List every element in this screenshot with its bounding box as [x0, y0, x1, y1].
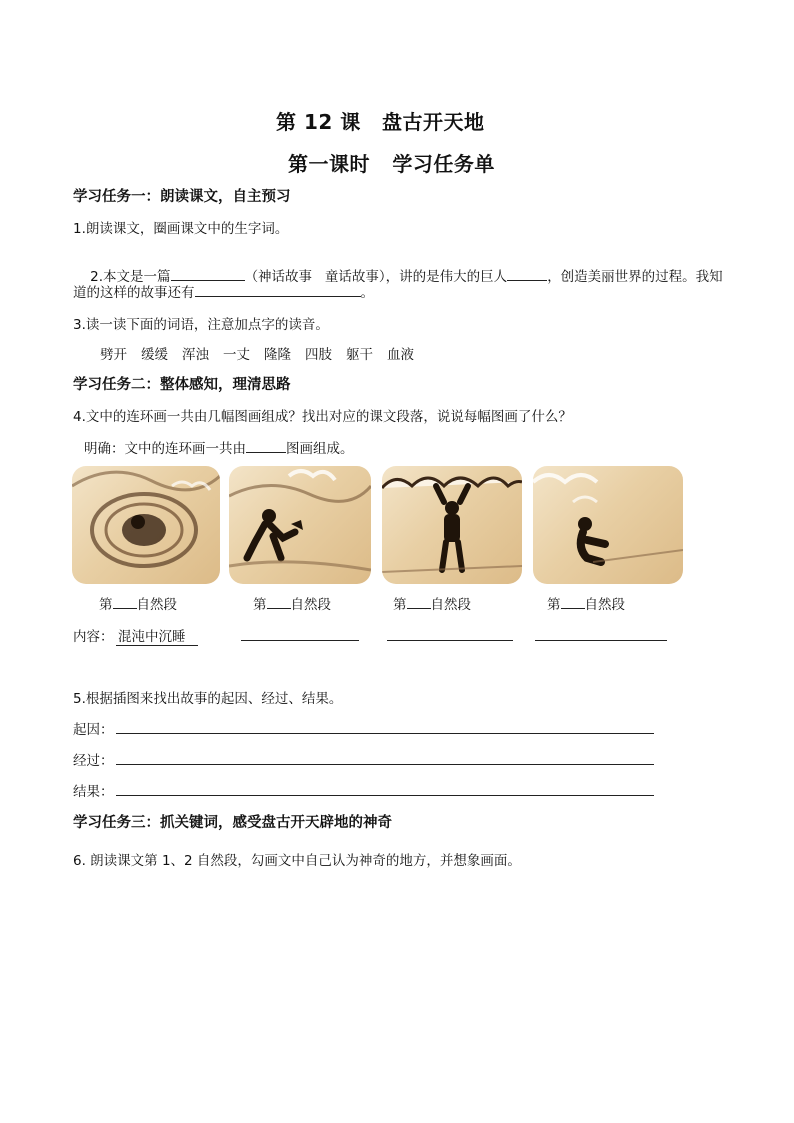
- cause-blank[interactable]: [116, 733, 654, 734]
- pangu-holding-sky-image: [382, 466, 522, 584]
- task2-heading: 学习任务二：整体感知，理清思路: [73, 377, 291, 393]
- paragraph-label-3: [393, 593, 471, 613]
- answer-blank-count[interactable]: [246, 438, 286, 453]
- paragraph-label-1: [99, 593, 177, 613]
- result-blank[interactable]: [116, 795, 654, 796]
- paragraph-blank-2[interactable]: [267, 594, 291, 609]
- q2-text-c: ，创造美丽世界的过程。我知: [547, 269, 723, 285]
- pangu-kneeling-image: [533, 466, 683, 584]
- word-item: 隆隆: [264, 347, 291, 363]
- content-blank-4[interactable]: [535, 640, 667, 641]
- paragraph-blank-3[interactable]: [407, 594, 431, 609]
- process-blank[interactable]: [116, 764, 654, 765]
- label-ziranduan: 自然段: [136, 597, 177, 613]
- q2-text-b: （神话故事 童话故事），讲的是伟大的巨人: [244, 269, 508, 285]
- label-di: 第: [253, 597, 267, 613]
- label-di: 第: [547, 597, 561, 613]
- word-item: 血液: [387, 347, 414, 363]
- paragraph-label-4: [547, 593, 625, 613]
- word-item: 四肢: [305, 347, 332, 363]
- q2-blank-giant[interactable]: [507, 266, 547, 281]
- q2-blank-other-stories[interactable]: [195, 282, 361, 297]
- content-blank-3[interactable]: [387, 640, 513, 641]
- label-ziranduan: 自然段: [430, 597, 471, 613]
- q2-text-e: 。: [360, 285, 374, 301]
- result-label: 结果：: [73, 784, 114, 800]
- word-item: 一丈: [223, 347, 250, 363]
- label-di: 第: [393, 597, 407, 613]
- word-item: 躯干: [346, 347, 373, 363]
- pangu-swinging-axe-image: [229, 466, 371, 584]
- lesson-name: 盘古开天地: [382, 110, 485, 134]
- content-answer-1-text: 混沌中沉睡: [116, 629, 198, 646]
- task3-heading: 学习任务三：抓关键词，感受盘古开天辟地的神奇: [73, 815, 392, 831]
- question-3: 3.读一读下面的词语，注意加点字的读音。: [73, 317, 329, 333]
- paragraph-blank-4[interactable]: [561, 594, 585, 609]
- label-di: 第: [99, 597, 113, 613]
- question-1: 1.朗读课文，圈画课文中的生字词。: [73, 221, 289, 237]
- content-answer-1[interactable]: [116, 625, 198, 645]
- label-ziranduan: 自然段: [290, 597, 331, 613]
- word-item: 缓缓: [141, 347, 168, 363]
- question-4: 4.文中的连环画一共由几幅图画组成？找出对应的课文段落，说说每幅图画了什么？: [73, 409, 572, 425]
- process-label: 经过：: [73, 753, 114, 769]
- word-item: 浑浊: [182, 347, 209, 363]
- word-list: [100, 343, 414, 363]
- q2-text-a: 2.本文是一篇: [90, 269, 171, 285]
- content-label: 内容：: [73, 629, 114, 645]
- cause-label: 起因：: [73, 722, 114, 738]
- paragraph-label-2: [253, 593, 331, 613]
- answer-text-b: 图画组成。: [286, 441, 354, 457]
- task1-heading: 学习任务一：朗读课文，自主预习: [73, 189, 291, 205]
- question-6: 6. 朗读课文第 1、2 自然段，勾画文中自己认为神奇的地方，并想象画面。: [73, 853, 521, 869]
- lesson-number: 第 12 课: [276, 110, 361, 134]
- q2-text-d: 道的这样的故事还有: [73, 285, 195, 301]
- page-subtitle: 第一课时 学习任务单: [288, 152, 495, 176]
- paragraph-blank-1[interactable]: [113, 594, 137, 609]
- pangu-sleeping-in-egg-image: [72, 466, 220, 584]
- label-ziranduan: 自然段: [584, 597, 625, 613]
- answer-text-a: 明确：文中的连环画一共由: [84, 441, 246, 457]
- question-4-answer: [84, 437, 354, 457]
- question-5: 5.根据插图来找出故事的起因、经过、结果。: [73, 691, 343, 707]
- content-blank-2[interactable]: [241, 640, 359, 641]
- word-item: 劈开: [100, 347, 127, 363]
- q2-blank-genre[interactable]: [171, 266, 245, 281]
- question-2-line2: [73, 281, 374, 301]
